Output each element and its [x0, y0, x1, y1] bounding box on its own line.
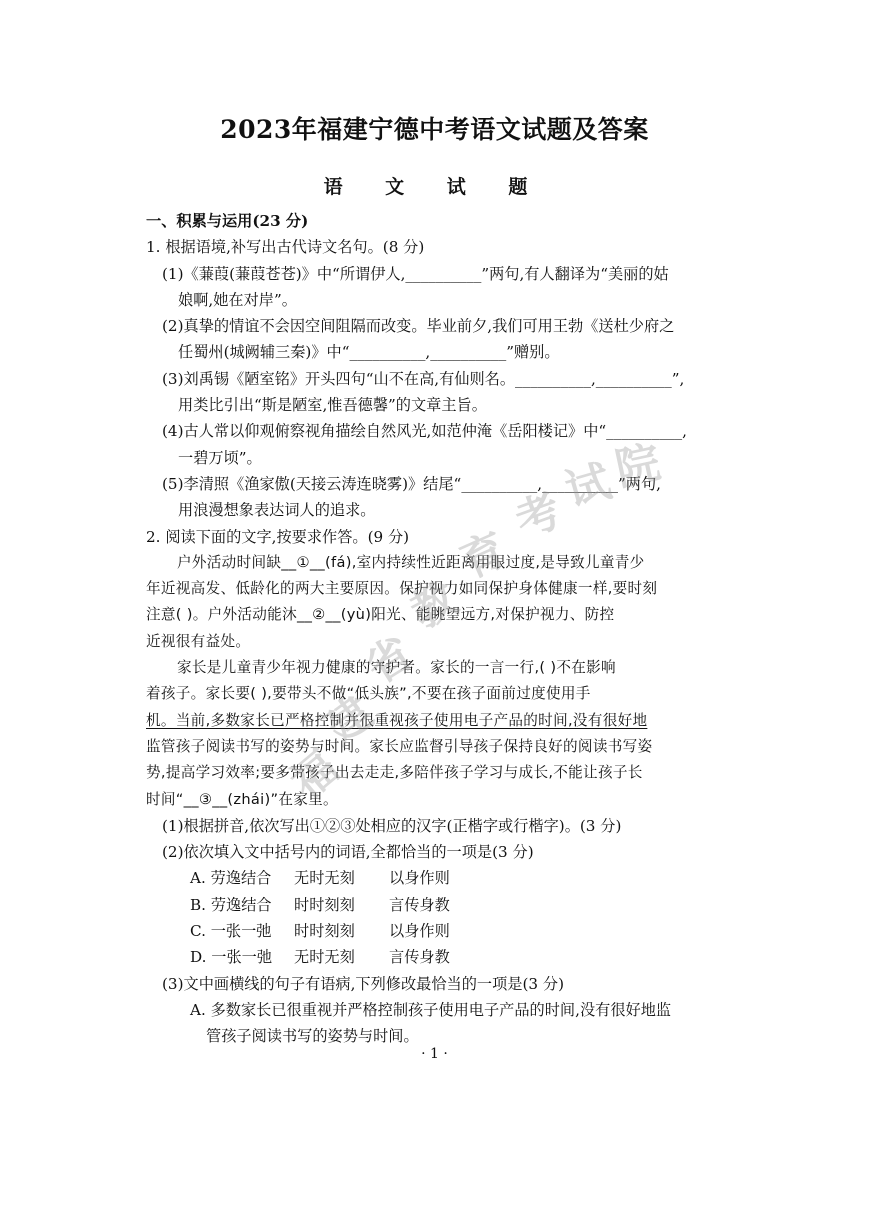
text-line: 机。当前,多数家长已严格控制并很重视孩子使用电子产品的时间,没有很好地 [146, 711, 648, 729]
option-a-line-2: 管孩子阅读书写的姿势与时间。 [206, 1027, 419, 1046]
text-line: 任蜀州(城阙辅三秦)》中“__________,__________”赠别。 [178, 343, 560, 362]
option-term: 无时无刻 [294, 869, 355, 888]
option-row [146, 892, 731, 918]
text-line: 着孩子。家长要( ),要带头不做“低头族”,不要在孩子面前过度使用手 [146, 685, 591, 703]
text-line: 势,提高学习效率;要多带孩子出去走走,多陪伴孩子学习与成长,不能让孩子长 [146, 764, 643, 782]
question-3-stem: (3)文中画横线的句子有语病,下列修改最恰当的一项是(3 分) [162, 974, 564, 993]
option-a-line-1: A. 多数家长已很重视并严格控制孩子使用电子产品的时间,没有很好地监 [190, 1000, 672, 1019]
text-line: 注意( )。户外活动能沐__②__(yù)阳光、能眺望远方,对保护视力、防控 [146, 606, 615, 624]
watermark-char: 建 [316, 687, 383, 755]
text-line: 用浪漫想象表达词人的追求。 [178, 501, 376, 520]
text-line: (2)依次填入文中括号内的词语,全都恰当的一项是(3 分) [162, 843, 534, 862]
option-term: 时时刻刻 [294, 895, 355, 914]
option-row [146, 865, 731, 891]
text-line: 时间“__③__(zhái)”在家里。 [146, 790, 338, 808]
text-line: (1)《蒹葭(蒹葭苍苍)》中“所谓伊人,__________”两句,有人翻译为“美丽的姑 [162, 264, 669, 283]
watermark-char: 试 [560, 455, 617, 517]
option-term: B. 劳逸结合 [190, 895, 272, 914]
text-line: 一碧万顷”。 [178, 448, 262, 467]
option-term: 无时无刻 [294, 948, 355, 967]
exam-subtitle: 语 文 试 题 [323, 176, 546, 198]
option-term: 以身作则 [389, 922, 450, 941]
text-line: 户外活动时间缺__①__(fá),室内持续性近距离用眼过度,是导致儿童青少 [177, 553, 645, 571]
option-term: A. 劳逸结合 [190, 869, 272, 888]
text-line: (1)根据拼音,依次写出①②③处相应的汉字(正楷字或行楷字)。(3 分) [162, 816, 622, 835]
text-line: (2)真挚的情谊不会因空间阻隔而改变。毕业前夕,我们可用王勃《送杜少府之 [162, 317, 675, 336]
option-term: C. 一张一弛 [190, 922, 272, 941]
text-line: (5)李清照《渔家傲(天接云涛连晓雾)》结尾“__________,__________”两句, [162, 474, 661, 493]
exam-content [146, 208, 731, 1050]
choice-options [146, 865, 731, 970]
text-line: 娘啊,她在对岸”。 [178, 290, 297, 309]
text-line: 家长是儿童青少年视力健康的守护者。家长的一言一行,( )不在影响 [177, 659, 616, 677]
watermark-char: 福 [281, 741, 349, 810]
watermark-char: 省 [357, 627, 422, 695]
option-term: D. 一张一弛 [190, 948, 273, 967]
text-line: 监管孩子阅读书写的姿势与时间。家长应监督引导孩子保持良好的阅读书写姿 [146, 737, 653, 755]
watermark-char: 院 [611, 436, 665, 496]
document-title: 2023年福建宁德中考语文试题及答案 [220, 115, 649, 144]
text-line: (4)古人常以仰观俯察视角描绘自然风光,如范仲淹《岳阳楼记》中“__________, [162, 422, 687, 441]
watermark-char: 教 [402, 573, 466, 639]
question-lines [146, 208, 731, 865]
text-line: (3)刘禹锡《陋室铭》开头四句“山不在高,有仙则名。__________,__________”, [162, 369, 685, 388]
option-term: 言传身教 [389, 895, 450, 914]
text-line: 用类比引出“斯是陋室,惟吾德馨”的文章主旨。 [178, 396, 487, 415]
watermark-char: 考 [509, 484, 568, 548]
option-term: 言传身教 [389, 948, 450, 967]
text-line: 2. 阅读下面的文字,按要求作答。(9 分) [146, 527, 410, 546]
option-term: 时时刻刻 [294, 922, 355, 941]
option-term: 以身作则 [389, 869, 450, 888]
text-line: 1. 根据语境,补写出古代诗文名句。(8 分) [146, 238, 425, 257]
option-row [146, 944, 731, 970]
text-line: 年近视高发、低龄化的两大主要原因。保护视力如同保护身体健康一样,要时刻 [146, 580, 658, 598]
watermark-char: 育 [453, 523, 515, 589]
page-number: · 1 · [421, 1046, 448, 1062]
text-line: 近视很有益处。 [146, 632, 251, 650]
option-row [146, 918, 731, 944]
text-line: 一、积累与运用(23 分) [146, 212, 309, 230]
